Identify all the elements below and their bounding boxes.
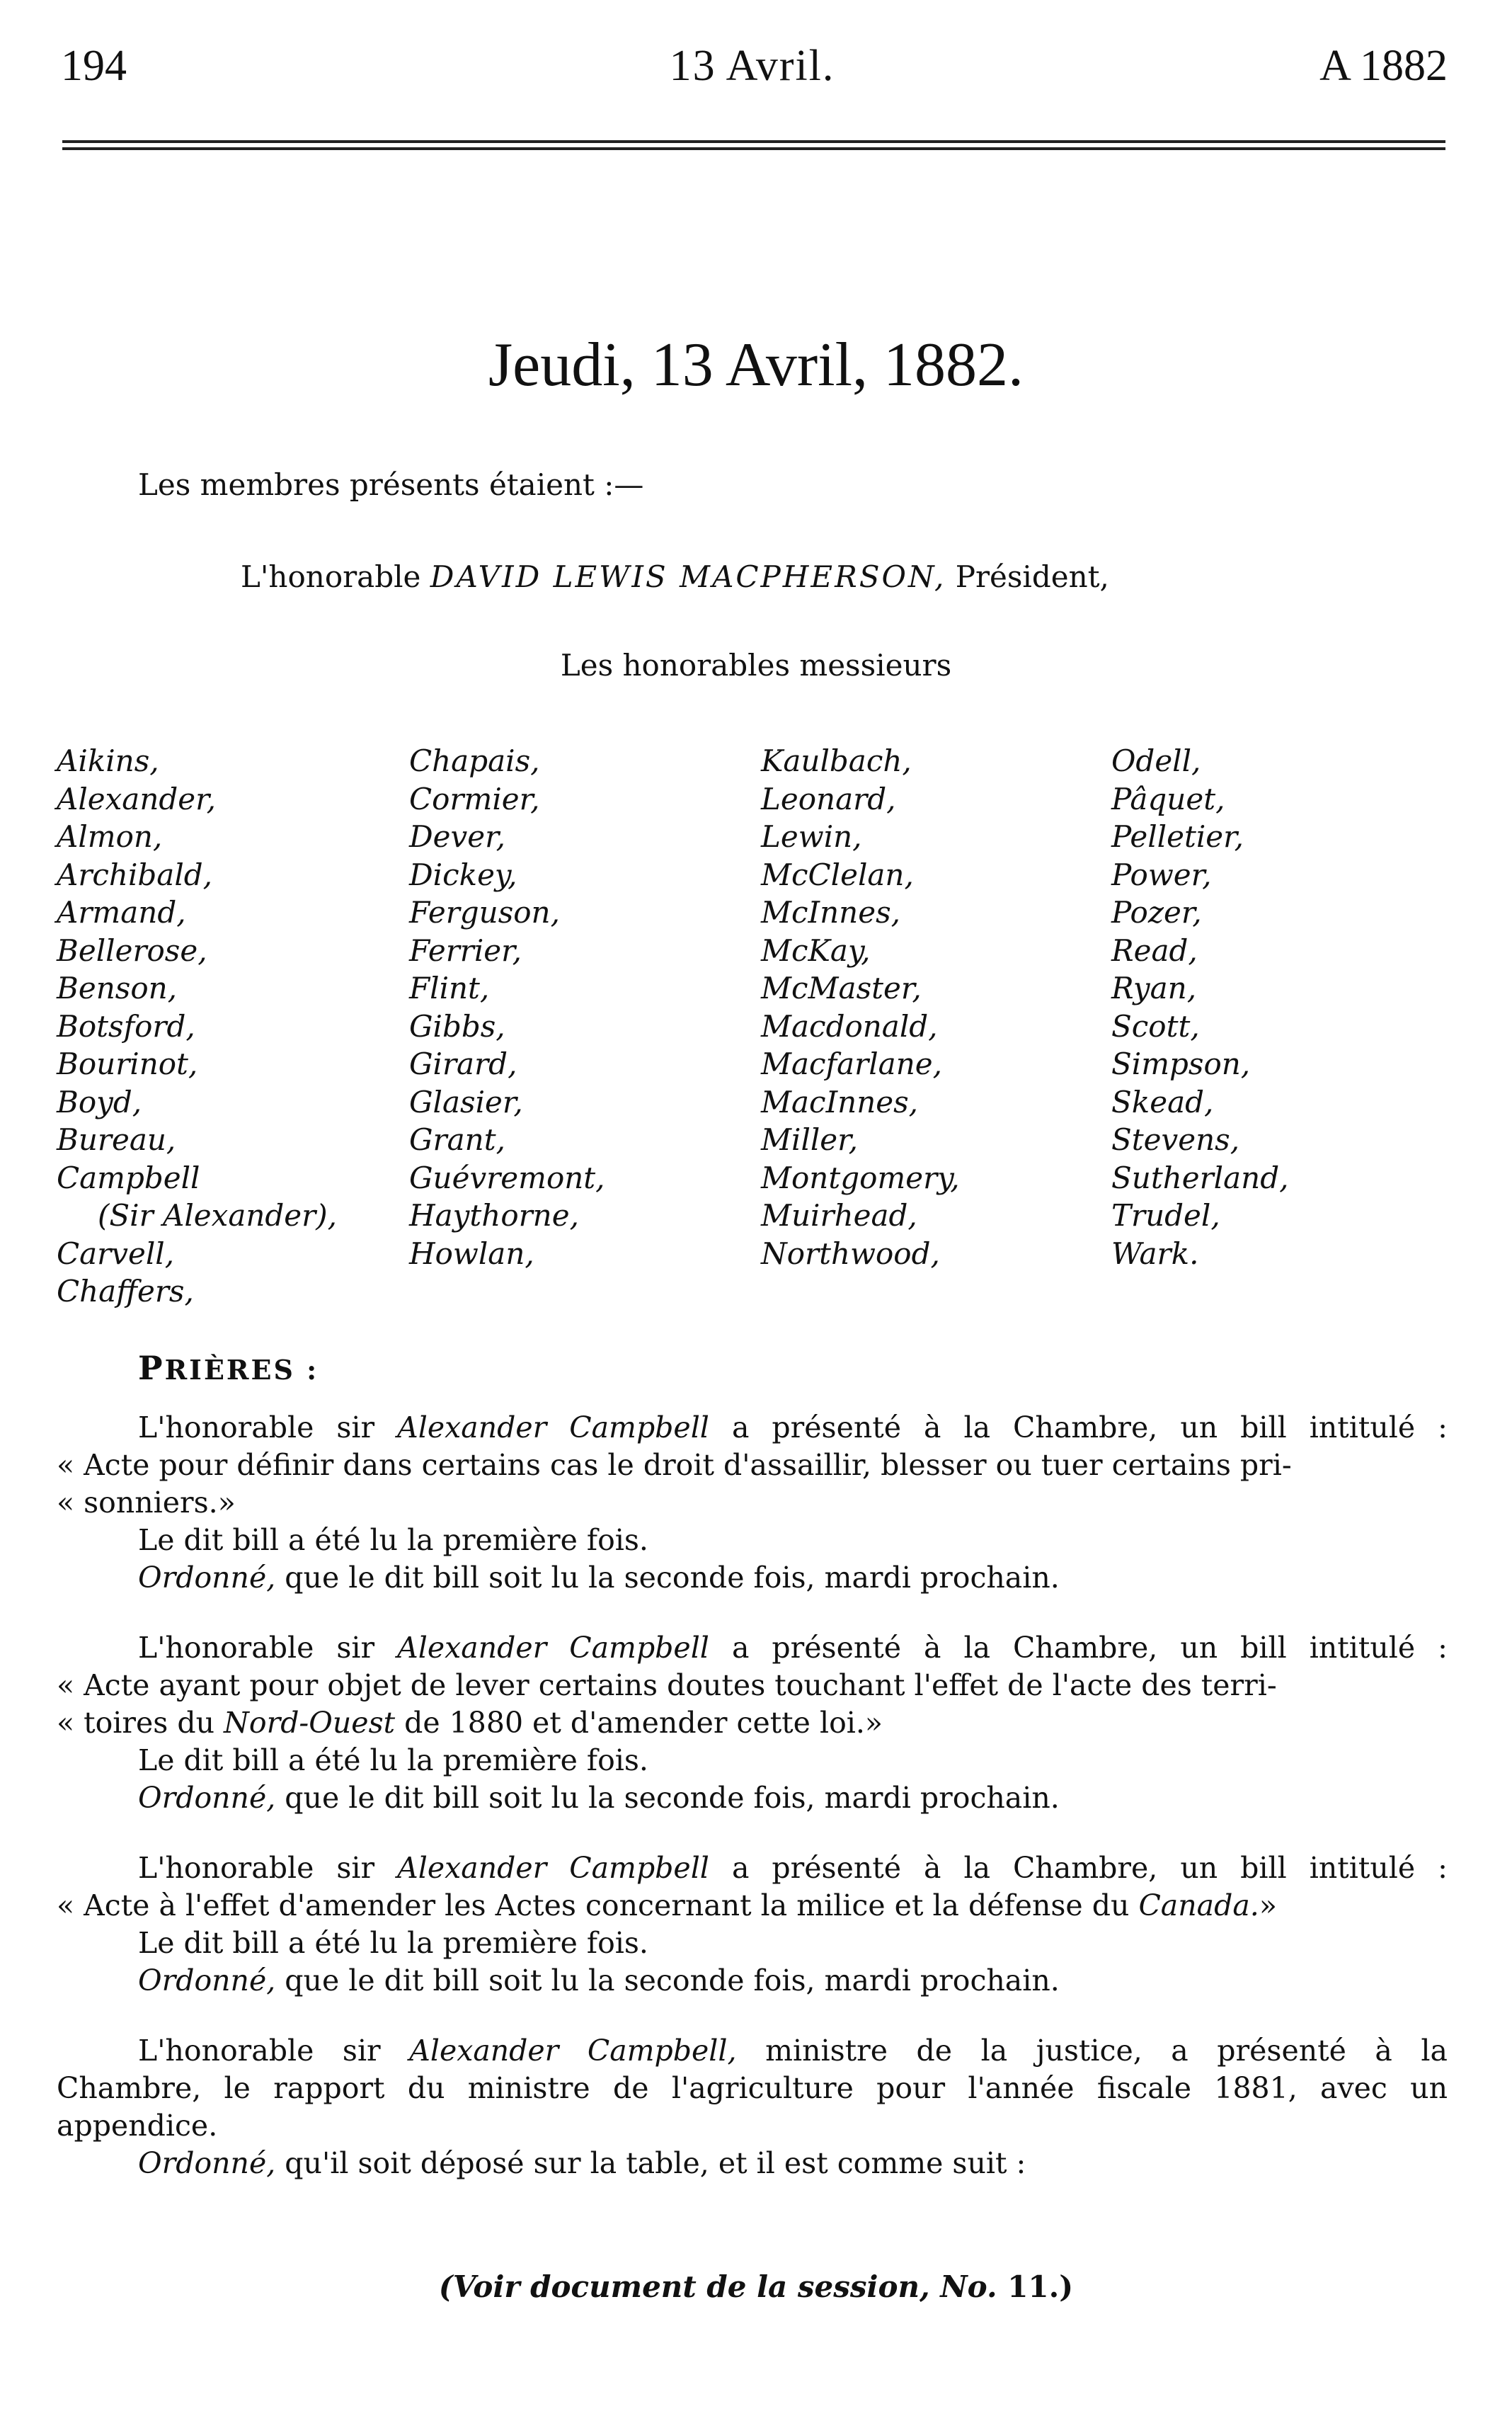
member-name: Ferguson, <box>409 895 560 930</box>
member-name: Ferrier, <box>409 933 522 968</box>
member-name: McMaster, <box>761 971 922 1005</box>
member-name: Sutherland, <box>1111 1160 1289 1195</box>
report-line: appendice. <box>57 2109 218 2143</box>
member-name: Pelletier, <box>1111 819 1244 854</box>
member-name: Almon, <box>57 819 163 854</box>
bill-title-line: « sonniers.» <box>57 1486 236 1520</box>
order-line: Ordonné, que le dit bill soit lu la seconde fois, mardi prochain. <box>138 1561 1060 1595</box>
member-name: Dickey, <box>409 857 517 892</box>
members-column-2 <box>409 742 605 1272</box>
bill-intro: L'honorable sir Alexander Campbell a présenté à la Chambre, un bill intitulé : <box>138 1631 1448 1665</box>
members-list <box>57 742 1458 1309</box>
member-name: Stevens, <box>1111 1122 1240 1157</box>
member-name: McKay, <box>761 933 871 968</box>
member-name: Lewin, <box>761 819 862 854</box>
member-name: Guévremont, <box>409 1160 605 1195</box>
member-name: Trudel, <box>1111 1198 1220 1233</box>
bill-title-line: « Acte à l'effet d'amender les Actes concernant la milice et la défense du Canada.» <box>57 1888 1277 1922</box>
member-name: Bureau, <box>57 1122 176 1157</box>
member-name: Girard, <box>409 1047 517 1081</box>
bill-entry-2 <box>57 1629 1448 1817</box>
member-name: Glasier, <box>409 1084 523 1119</box>
member-name: Gibbs, <box>409 1008 505 1044</box>
honorables-heading: Les honorables messieurs <box>560 648 952 683</box>
member-name: McInnes, <box>761 895 900 930</box>
president-name: DAVID LEWIS MACPHERSON, <box>430 559 946 594</box>
member-name: Cormier, <box>409 781 540 816</box>
member-name: Howlan, <box>409 1236 534 1271</box>
page-number: 194 <box>61 42 127 90</box>
member-name: Muirhead, <box>761 1198 917 1233</box>
member-name: Power, <box>1111 857 1212 892</box>
member-name: Armand, <box>57 895 186 930</box>
bill-intro: L'honorable sir Alexander Campbell a présenté à la Chambre, un bill intitulé : <box>138 1851 1448 1885</box>
first-reading: Le dit bill a été lu la première fois. <box>138 1743 648 1777</box>
first-reading: Le dit bill a été lu la première fois. <box>138 1523 648 1557</box>
member-name: Scott, <box>1111 1008 1200 1044</box>
report-intro: L'honorable sir Alexander Campbell, ministre de la justice, a présenté à la <box>138 2034 1448 2068</box>
header-rule-bottom <box>62 147 1445 150</box>
member-name: Bourinot, <box>57 1047 198 1081</box>
member-name: Macdonald, <box>761 1008 938 1044</box>
header-year: A 1882 <box>1319 42 1448 90</box>
member-name: Macfarlane, <box>761 1047 942 1081</box>
president-role: Président, <box>955 559 1109 594</box>
order-line: Ordonné, que le dit bill soit lu la seconde fois, mardi prochain. <box>138 1963 1060 1997</box>
members-intro: Les membres présents étaient :— <box>138 467 644 502</box>
first-reading: Le dit bill a été lu la première fois. <box>138 1926 648 1960</box>
bill-entry-1 <box>57 1409 1448 1597</box>
member-name: Carvell, <box>57 1236 175 1271</box>
bill-title-line: « toires du Nord-Ouest de 1880 et d'amender cette loi.» <box>57 1706 883 1740</box>
member-name: Flint, <box>409 971 490 1005</box>
header-date: 13 Avril. <box>669 42 835 90</box>
session-document-reference: (Voir document de la session, No. 11.) <box>438 2269 1074 2304</box>
page-header <box>57 41 1448 105</box>
proceedings <box>57 1409 1448 2215</box>
member-name: Read, <box>1111 933 1198 968</box>
member-name: Odell, <box>1111 743 1201 778</box>
member-name: Simpson, <box>1111 1047 1251 1081</box>
member-name: Bellerose, <box>57 933 207 968</box>
report-entry <box>57 2032 1448 2182</box>
member-name: Chaffers, <box>57 1274 194 1309</box>
bill-entry-3 <box>57 1849 1448 2000</box>
prayers-heading: PRIÈRES : <box>138 1349 319 1387</box>
president-prefix: L'honorable <box>241 559 421 594</box>
bill-title-line: « Acte pour définir dans certains cas le droit d'assaillir, blesser ou tuer certains pri- <box>57 1448 1292 1482</box>
member-name: Skead, <box>1111 1084 1214 1119</box>
member-name: Pâquet, <box>1111 781 1225 816</box>
header-rule-top <box>62 140 1445 143</box>
member-name: MacInnes, <box>761 1084 919 1119</box>
member-name: Boyd, <box>57 1084 142 1119</box>
bill-intro: L'honorable sir Alexander Campbell a présenté à la Chambre, un bill intitulé : <box>138 1410 1448 1444</box>
member-name: Botsford, <box>57 1008 195 1044</box>
member-name: Ryan, <box>1111 971 1197 1005</box>
member-name: Alexander, <box>57 781 216 816</box>
member-name: Grant, <box>409 1122 505 1157</box>
member-name-continuation: (Sir Alexander), <box>98 1198 337 1233</box>
president-line <box>241 559 1109 594</box>
page-title: Jeudi, 13 Avril, 1882. <box>488 331 1024 399</box>
order-line: Ordonné, que le dit bill soit lu la seconde fois, mardi prochain. <box>138 1781 1060 1815</box>
member-name: Leonard, <box>761 781 896 816</box>
bill-title-line: « Acte ayant pour objet de lever certains doutes touchant l'effet de l'acte des terri- <box>57 1668 1277 1702</box>
member-name: Montgomery, <box>761 1160 960 1195</box>
member-name: Pozer, <box>1111 895 1202 930</box>
member-name: Chapais, <box>409 743 540 778</box>
member-name: Wark. <box>1111 1236 1199 1271</box>
member-name: Kaulbach, <box>761 743 912 778</box>
member-name: Campbell <box>57 1160 200 1195</box>
member-name: Aikins, <box>57 743 159 778</box>
member-name: Miller, <box>761 1122 858 1157</box>
members-column-3 <box>761 742 960 1272</box>
member-name: Benson, <box>57 971 178 1005</box>
member-name: McClelan, <box>761 857 914 892</box>
order-line: Ordonné, qu'il soit déposé sur la table, et il est comme suit : <box>138 2146 1026 2180</box>
member-name: Archibald, <box>57 857 213 892</box>
member-name: Haythorne, <box>409 1198 579 1233</box>
members-column-1 <box>57 742 337 1311</box>
members-column-4 <box>1111 742 1288 1272</box>
member-name: Dever, <box>409 819 505 854</box>
report-line: Chambre, le rapport du ministre de l'agriculture pour l'année fiscale 1881, avec un <box>57 2071 1448 2105</box>
member-name: Northwood, <box>761 1236 940 1271</box>
